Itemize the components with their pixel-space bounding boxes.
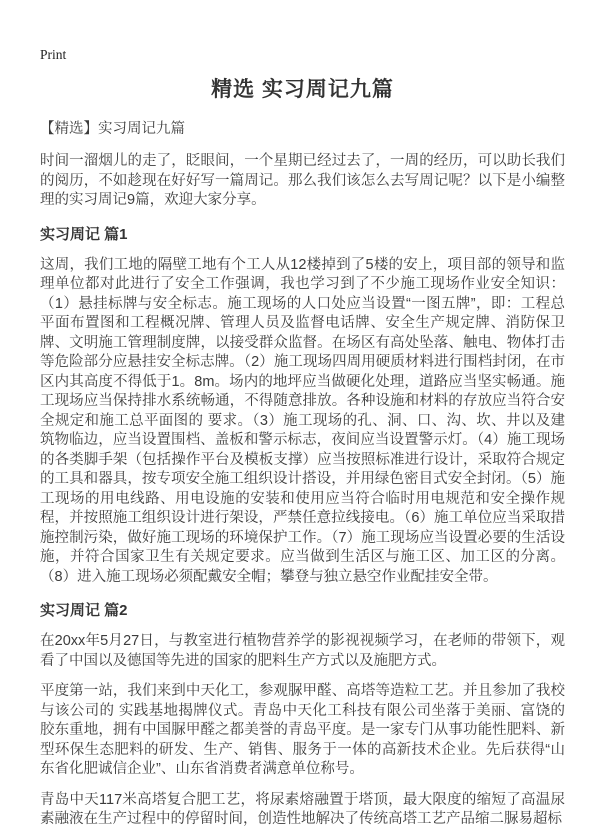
section-2-paragraph-2: 平度第一站，我们来到中天化工，参观脲甲醛、高塔等造粒工艺。并且参加了我校与该公司的 实践基地揭牌仪式。青岛中天化工科技有限公司坐落于美丽、富饶的胶东重地，拥有中国脲甲醛之都美誉的青岛平度。是一家专门从事功能性肥料、新型环保生态肥料的研发、生产、销售、服务于一体的高新技术企业。先后获得“山东省化肥诚信企业”、山东省消费者满意单位称号。 xyxy=(40,683,565,777)
section-heading-2: 实习周记 篇2 xyxy=(40,602,128,619)
section-heading-1: 实习周记 篇1 xyxy=(40,225,128,243)
intro-paragraph: 时间一溜烟儿的走了，眨眼间，一个星期已经过去了，一周的经历，可以助长我们的阅历，不如趁现在好好写一篇周记。那么我们该怎么去写周记呢？以下是小编整理的实习周记9篇，欢迎大家分享。 xyxy=(40,153,565,208)
section-2-paragraph-1: 在20xx年5月27日，与教室进行植物营养学的影视视频学习，在老师的带领下，观看了中国以及德国等先进的国家的肥料生产方式以及施肥方式。 xyxy=(40,633,565,669)
section-1-paragraph-1: 这周，我们工地的隔壁工地有个工人从12楼掉到了5楼的安上，项目部的领导和监理单位都对此进行了安全工作强调，我也学习到了不少施工现场作业安全知识：（1）悬挂标牌与安全标志。施工现场的人口处应当设置“一图五牌”，即：工程总平面布置图和工程概况牌、管理人员及监督电话牌、安全生产规定牌、消防保卫牌、文明施工管理制度牌，以接受群众监督。在场区有高处坠落、触电、物体打击等危险部分应悬挂安全标志牌。（2）施工现场四周用硬质材料进行围档封闭，在市区内其高度不得低于1。8m。场内的地坪应当做硬化处理，道路应当坚实畅通。施工现场应当保持排水系统畅通，不得随意排放。各种设施和材料的存放应当符合安全规定和施工总平面图的 要求。（3）施工现场的孔、洞、口、沟、坎、井以及建筑物临边，应当设置围档、盖板和警示标志，夜间应当设置警示灯。（4）施工现场的各类脚手架（包括操作平台及模板支撑）应当按照标准进行设计，采取符合规定的工具和器具，按专项安全施工组织设计搭设，并用绿色密目式安全封闭。（5）施工现场的用电线路、用电设施的安装和使用应当符合临时用电规范和安全操作规程，并按照施工组织设计进行架设，严禁任意拉线接电。（6）施工单位应当采取措施控制污染，做好施工现场的环境保护工作。（7）施工现场应当设置必要的生活设施，并符合国家卫生有关规定要求。应当做到生活区与施工区、加工区的分离。（8）进入施工现场必须配戴安全帽；攀登与独立悬空作业配挂安全带。 xyxy=(40,256,565,585)
print-link[interactable]: Print xyxy=(40,47,67,62)
section-2-paragraph-3: 青岛中天117米高塔复合肥工艺，将尿素熔融置于塔顶，最大限度的缩短了高温尿素融液在生产过程中的停留时间，创造性地解决了传统高塔工艺产品缩二脲易超标 xyxy=(40,791,565,827)
page-title: 精选 实习周记九篇 xyxy=(211,78,394,101)
doc-subtitle: 【精选】实习周记九篇 xyxy=(40,121,185,137)
